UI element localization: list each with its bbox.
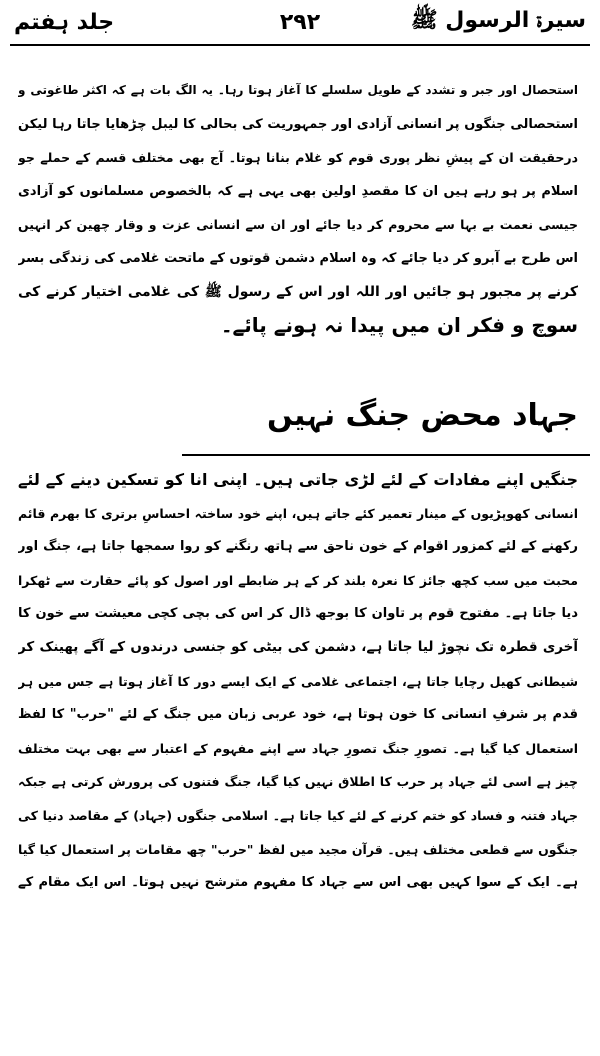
page-number: ۲۹۲ [279,9,321,35]
book-title: سیرۃ الرسول ﷺ [411,8,586,33]
text-line: کرنے پر مجبور ہو جائیں اور اللہ اور اس کے رسول ﷺ کی غلامی اختیار کرنے کی [18,283,578,300]
paragraph-2 [18,463,578,900]
page-header [14,2,586,42]
text-line: انسانی کھوپڑیوں کے مینار تعمیر کئے جاتے ہیں، اپنے خود ساختہ احساسِ برتری کا بھرم قائم [18,505,578,521]
text-line: اس طرح بے آبرو کر دیا جائے کہ وہ اسلام دشمن قوتوں کے ماتحت غلامی کی زندگی بسر [18,250,578,266]
text-line: درحقیقت ان کے پیشِ نظر پوری قوم کو غلام بنانا ہوتا۔ آج بھی مختلف قسم کے حملے جو [18,150,578,166]
text-line: اسلام پر ہو رہے ہیں ان کا مقصدِ اولین بھی یہی ہے کہ بالخصوص مسلمانوں کو آزادی [18,183,578,199]
paragraph-1 [18,74,578,343]
text-line: ہے۔ ایک کے سوا کہیں بھی اس سے جہاد کا مفہوم مترشح نہیں ہوتا۔ اس ایک مقام کے [18,875,578,891]
text-line: سوچ و فکر ان میں پیدا نہ ہونے پائے۔ [220,313,578,338]
text-line: استعمال کیا گیا ہے۔ تصورِ جنگ تصورِ جہاد سے اپنے مفہوم کے اعتبار سے بھی بہت مختلف [18,740,578,756]
text-line: جنگوں سے قطعی مختلف ہیں۔ قرآن مجید میں لفظ "حرب" چھ مقامات پر استعمال کیا گیا [18,841,578,857]
text-line: شیطانی کھیل رچایا جاتا ہے، اجتماعی غلامی کے ایک ایسے دور کا آغاز ہوتا ہے جس میں ہر [18,673,578,689]
text-line: آخری قطرہ تک نچوڑ لیا جاتا ہے، دشمن کی بیٹی کو جنسی درندوں کے آگے پھینک کر [18,638,578,655]
heading-underline [182,454,590,456]
text-line: جیسی نعمت بے بہا سے محروم کر دیا جائے اور ان سے انسانی عزت و وقار چھین کر انہیں [18,217,578,233]
text-line: قدم پر شرفِ انسانی کا خون ہوتا ہے، خود عربی زبان میں جنگ کے لئے "حرب" کا لفظ [18,707,578,723]
text-line: دیا جاتا ہے۔ مفتوح قوم پر تاوان کا بوجھ ڈال کر اس کی بچی کچی معیشت سے خون کا [18,606,578,622]
header-divider [10,44,590,46]
text-line: رکھنے کے لئے کمزور اقوام کے خون ناحق سے ہاتھ رنگنے کو روا سمجھا جاتا ہے، جنگ اور [18,539,578,555]
text-line: استحصال اور جبر و تشدد کے طویل سلسلے کا آغاز ہوتا رہا۔ یہ الگ بات ہے کہ اکثر طاغوتی و [18,83,578,97]
text-line: محبت میں سب کچھ جائز کا نعرہ بلند کر کے ہر ضابطے اور اصول کو پائے حقارت سے ٹھکرا [18,572,578,588]
section-heading: جہاد محض جنگ نہیں [267,398,578,433]
volume-label: جلد ہفتم [14,9,115,35]
text-line: استحصالی جنگوں پر انسانی آزادی اور جمہوریت کی بحالی کا لیبل چڑھایا جاتا رہا لیکن [18,116,578,132]
text-line: جہاد فتنہ و فساد کو ختم کرنے کے لئے کیا جاتا ہے۔ اسلامی جنگوں (جہاد) کے مقاصد دنیا کی [18,807,578,823]
text-line: چیز ہے اسی لئے جہاد پر حرب کا اطلاق نہیں کیا گیا، جنگ فتنوں کی پرورش کرتی ہے جبکہ [18,774,578,790]
text-line: جنگیں اپنے مفادات کے لئے لڑی جاتی ہیں۔ اپنی انا کو تسکین دینے کے لئے [18,470,578,489]
